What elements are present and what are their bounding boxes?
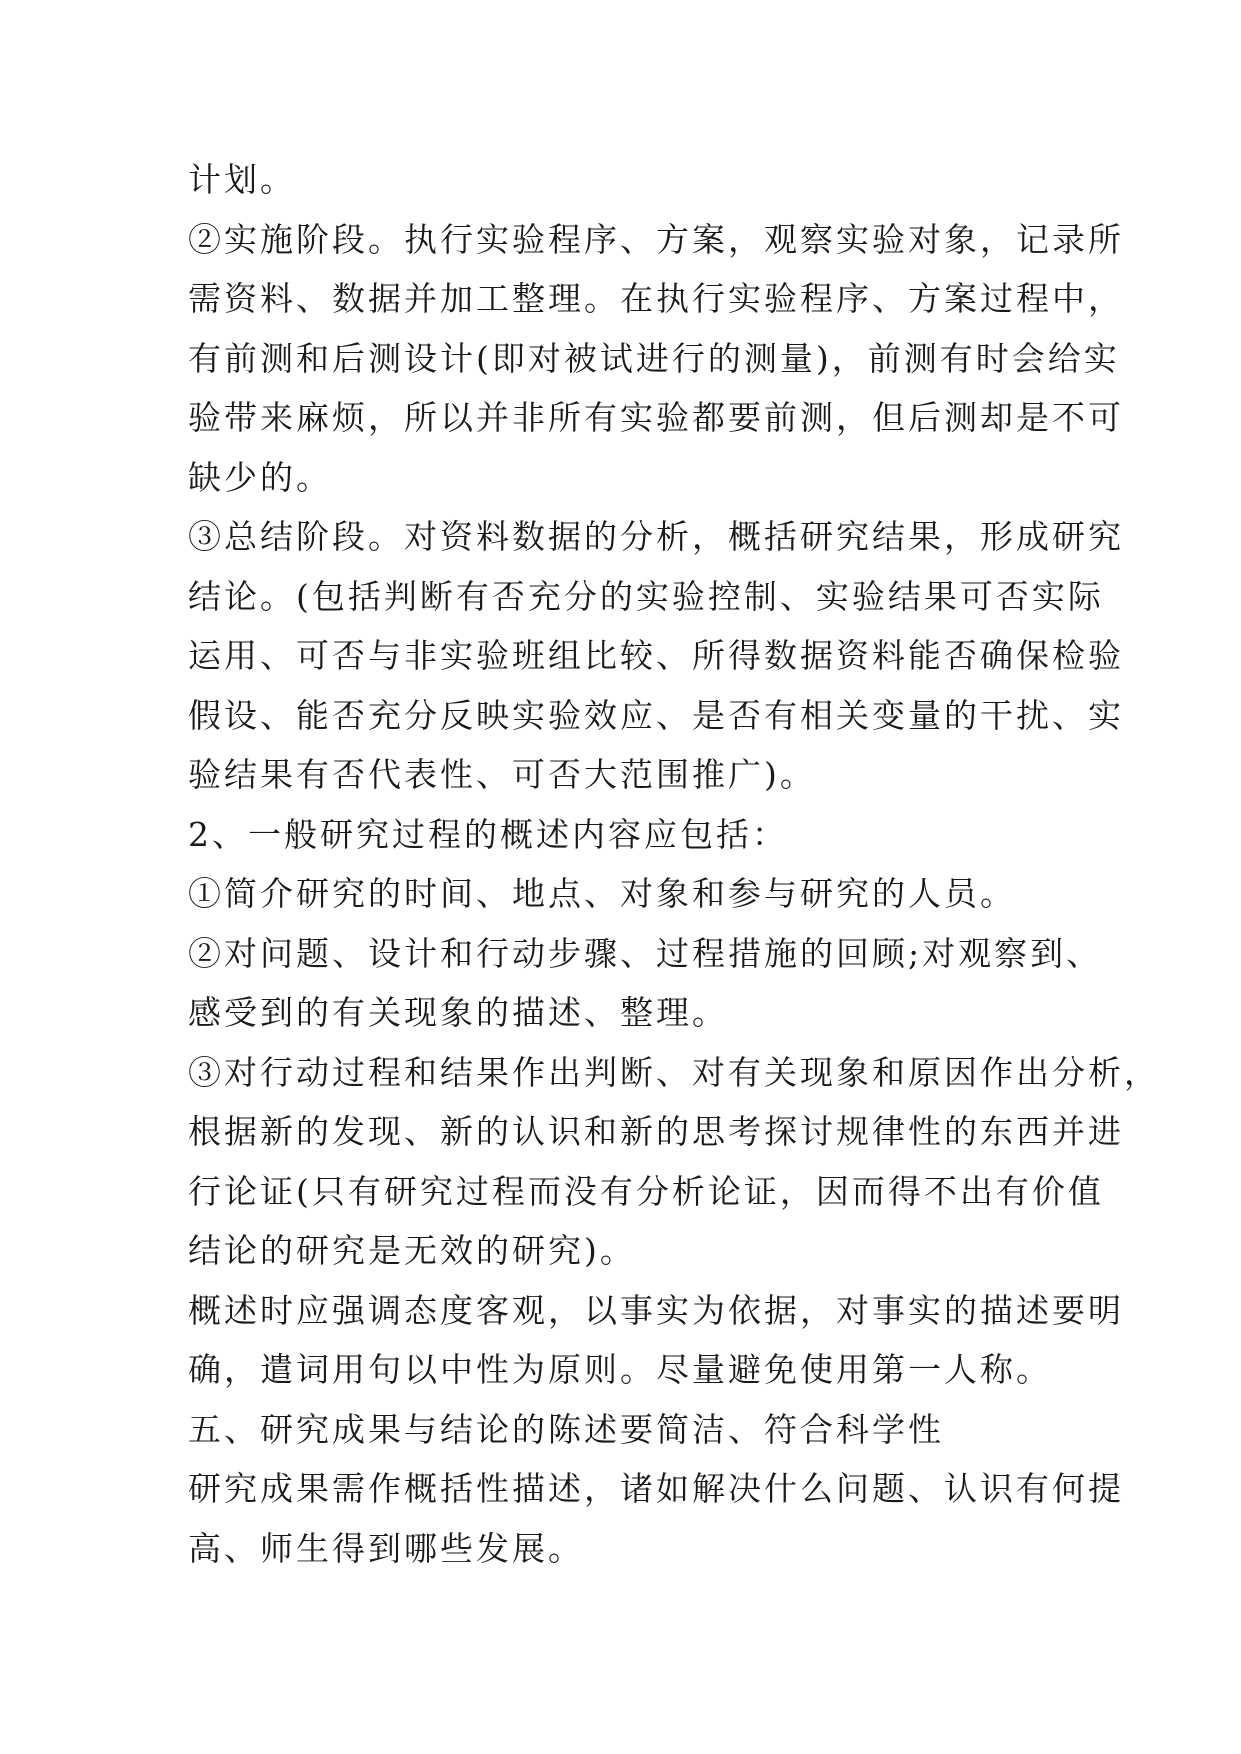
text-line: 缺少的。	[188, 457, 332, 497]
text-line: 需资料、数据并加工整理。在执行实验程序、方案过程中，	[188, 279, 1124, 318]
text-line: 验结果有否代表性、可否大范围推广)。	[188, 755, 816, 794]
text-line: 根据新的发现、新的认识和新的思考探讨规律性的东西并进	[188, 1112, 1124, 1151]
text-line: 行论证(只有研究过程而没有分析论证，因而得不出有价值	[188, 1171, 1104, 1211]
text-line: ①简介研究的时间、地点、对象和参与研究的人员。	[188, 874, 1016, 913]
text-line: 研究成果需作概括性描述，诸如解决什么问题、认识有何提	[188, 1469, 1124, 1508]
text-line: 有前测和后测设计(即对被试进行的测量)，前测有时会给实	[188, 338, 1120, 378]
text-line: 结论的研究是无效的研究)。	[188, 1231, 636, 1270]
text-line: 结论。(包括判断有否充分的实验控制、实验结果可否实际	[188, 576, 1104, 616]
section-heading: 五、研究成果与结论的陈述要简洁、符合科学性	[188, 1409, 944, 1449]
text-line: 感受到的有关现象的描述、整理。	[188, 993, 728, 1032]
text-line: ②实施阶段。执行实验程序、方案，观察实验对象，记录所	[188, 219, 1124, 259]
text-line: 运用、可否与非实验班组比较、所得数据资料能否确保检验	[188, 636, 1124, 675]
text-line: 计划。	[188, 160, 296, 199]
text-line: 高、师生得到哪些发展。	[188, 1528, 584, 1568]
document-body	[188, 150, 1160, 1578]
text-line: 假设、能否充分反映实验效应、是否有相关变量的干扰、实	[188, 695, 1124, 735]
text-line: 2、一般研究过程的概述内容应包括：	[188, 814, 788, 854]
text-line: ③对行动过程和结果作出判断、对有关现象和原因作出分析，	[188, 1052, 1160, 1092]
text-line: 验带来麻烦，所以并非所有实验都要前测，但后测却是不可	[188, 398, 1124, 437]
text-line: ③总结阶段。对资料数据的分析，概括研究结果，形成研究	[188, 517, 1124, 556]
text-line: ②对问题、设计和行动步骤、过程措施的回顾;对观察到、	[188, 933, 1103, 973]
text-line: 概述时应强调态度客观，以事实为依据，对事实的描述要明	[188, 1290, 1124, 1330]
text-line: 确，遣词用句以中性为原则。尽量避免使用第一人称。	[188, 1350, 1052, 1389]
